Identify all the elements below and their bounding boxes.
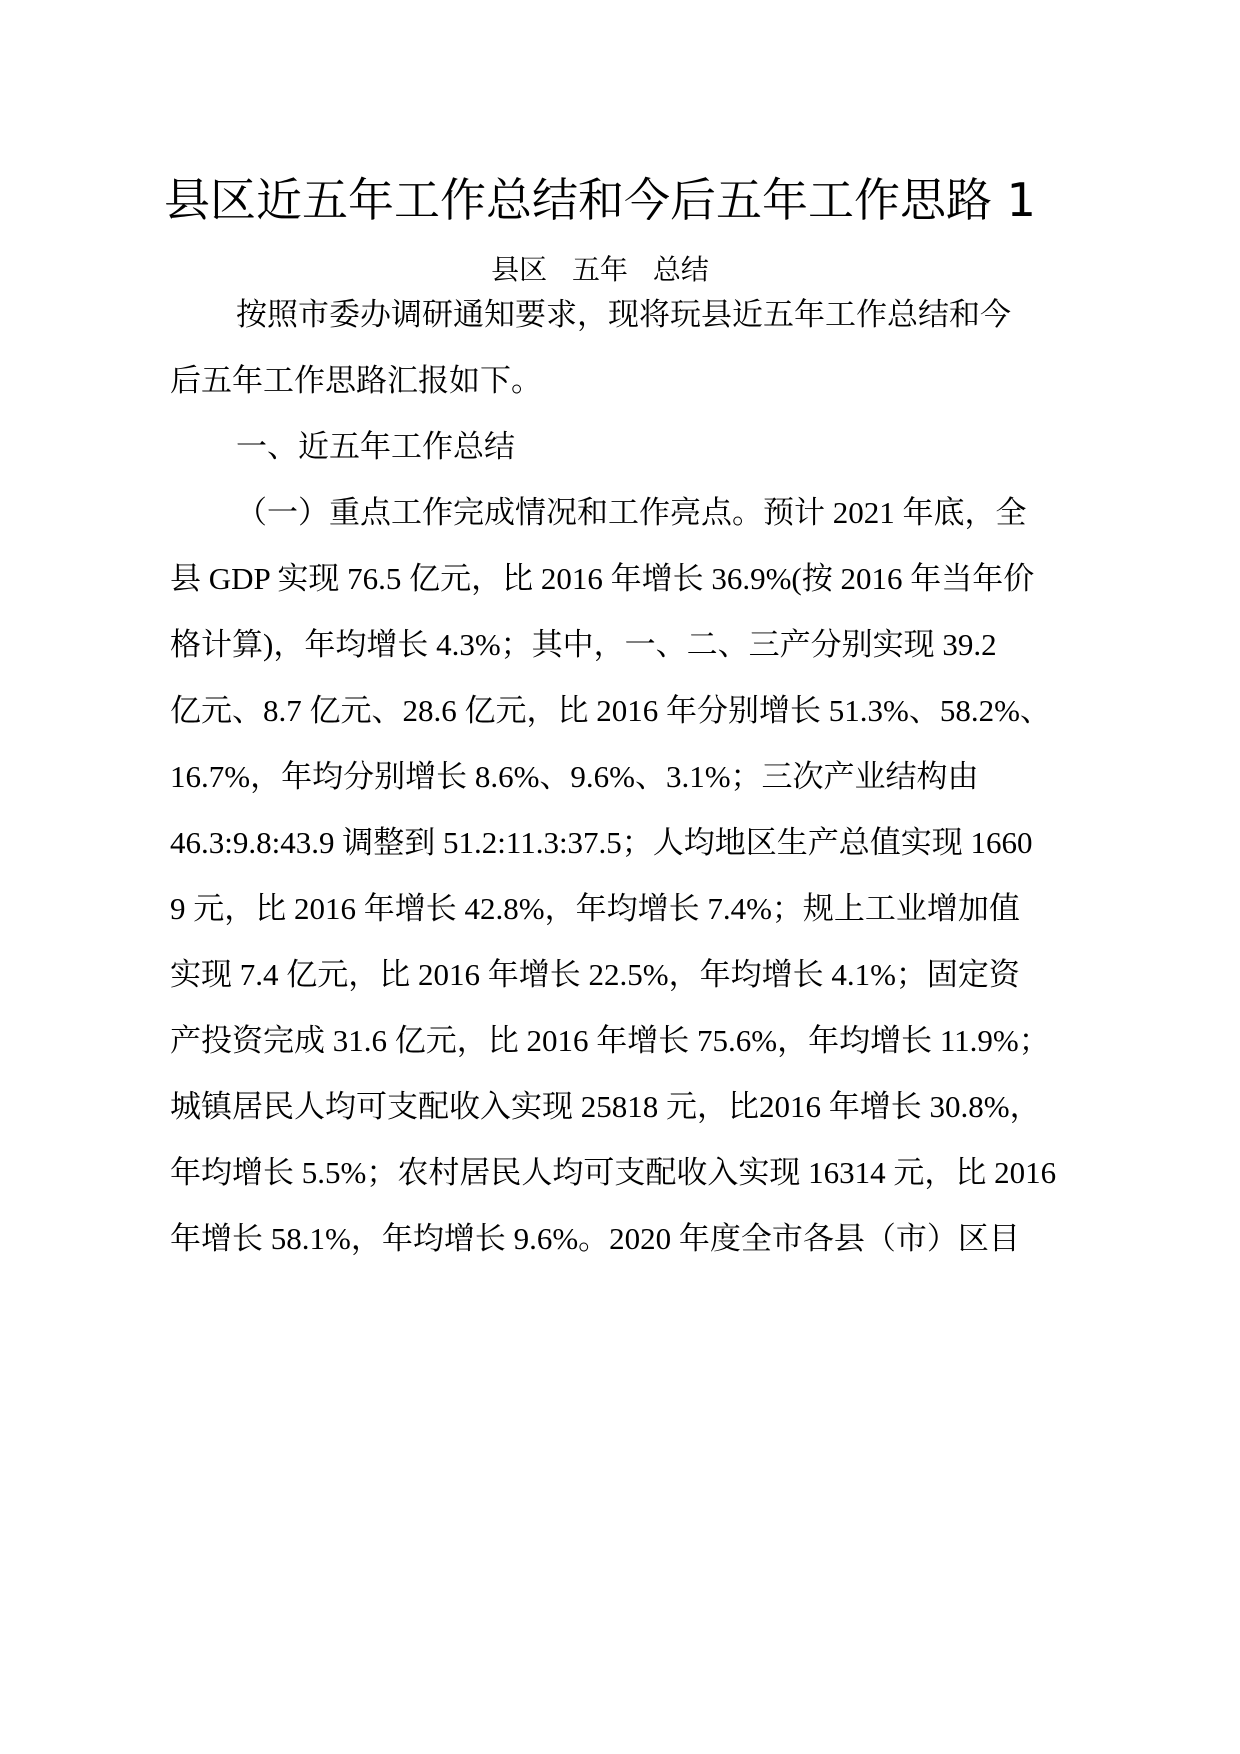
tag-item: 总结 (652, 253, 709, 286)
paragraph-line: 16.7%，年均分别增长 8.6%、9.6%、3.1%；三次产业结构由 (170, 759, 979, 794)
paragraph-line: 产投资完成 31.6 亿元，比 2016 年增长 75.6%，年均增长 11.9%； (170, 1023, 1050, 1058)
document-title: 县区近五年工作总结和今后五年工作思路 1 (164, 173, 1036, 227)
paragraph-line: 后五年工作思路汇报如下。 (170, 363, 542, 398)
tag-item: 五年 (571, 253, 628, 286)
paragraph-line: 格计算)，年均增长 4.3%；其中，一、二、三产分别实现 39.2 (170, 627, 997, 662)
paragraph-line: 实现 7.4 亿元，比 2016 年增长 22.5%，年均增长 4.1%；固定资 (170, 957, 1020, 992)
paragraph-line: 46.3:9.8:43.9 调整到 51.2:11.3:37.5；人均地区生产总值实现 1660 (170, 825, 1033, 860)
paragraph-line: 年增长 58.1%，年均增长 9.6%。2020 年度全市各县（市）区目 (170, 1221, 1020, 1256)
paragraph-line: 亿元、8.7 亿元、28.6 亿元，比 2016 年分别增长 51.3%、58.2%、 (170, 693, 1051, 728)
section-heading: 一、近五年工作总结 (236, 429, 515, 464)
paragraph-line: 城镇居民人均可支配收入实现 25818 元，比2016 年增长 30.8%， (170, 1089, 1041, 1124)
paragraph-line: 按照市委办调研通知要求，现将玩县近五年工作总结和今 (236, 297, 1011, 332)
paragraph-line: 县 GDP 实现 76.5 亿元，比 2016 年增长 36.9%(按 2016 年当年价 (170, 561, 1035, 596)
paragraph-line: 年均增长 5.5%；农村居民人均可支配收入实现 16314 元，比 2016 (170, 1155, 1057, 1190)
paragraph-line: （一）重点工作完成情况和工作亮点。预计 2021 年底，全 (236, 495, 1027, 530)
tag-item: 县区 (491, 253, 548, 286)
document-body (170, 282, 1080, 1272)
paragraph-line: 9 元，比 2016 年增长 42.8%，年均增长 7.4%；规上工业增加值 (170, 891, 1020, 926)
